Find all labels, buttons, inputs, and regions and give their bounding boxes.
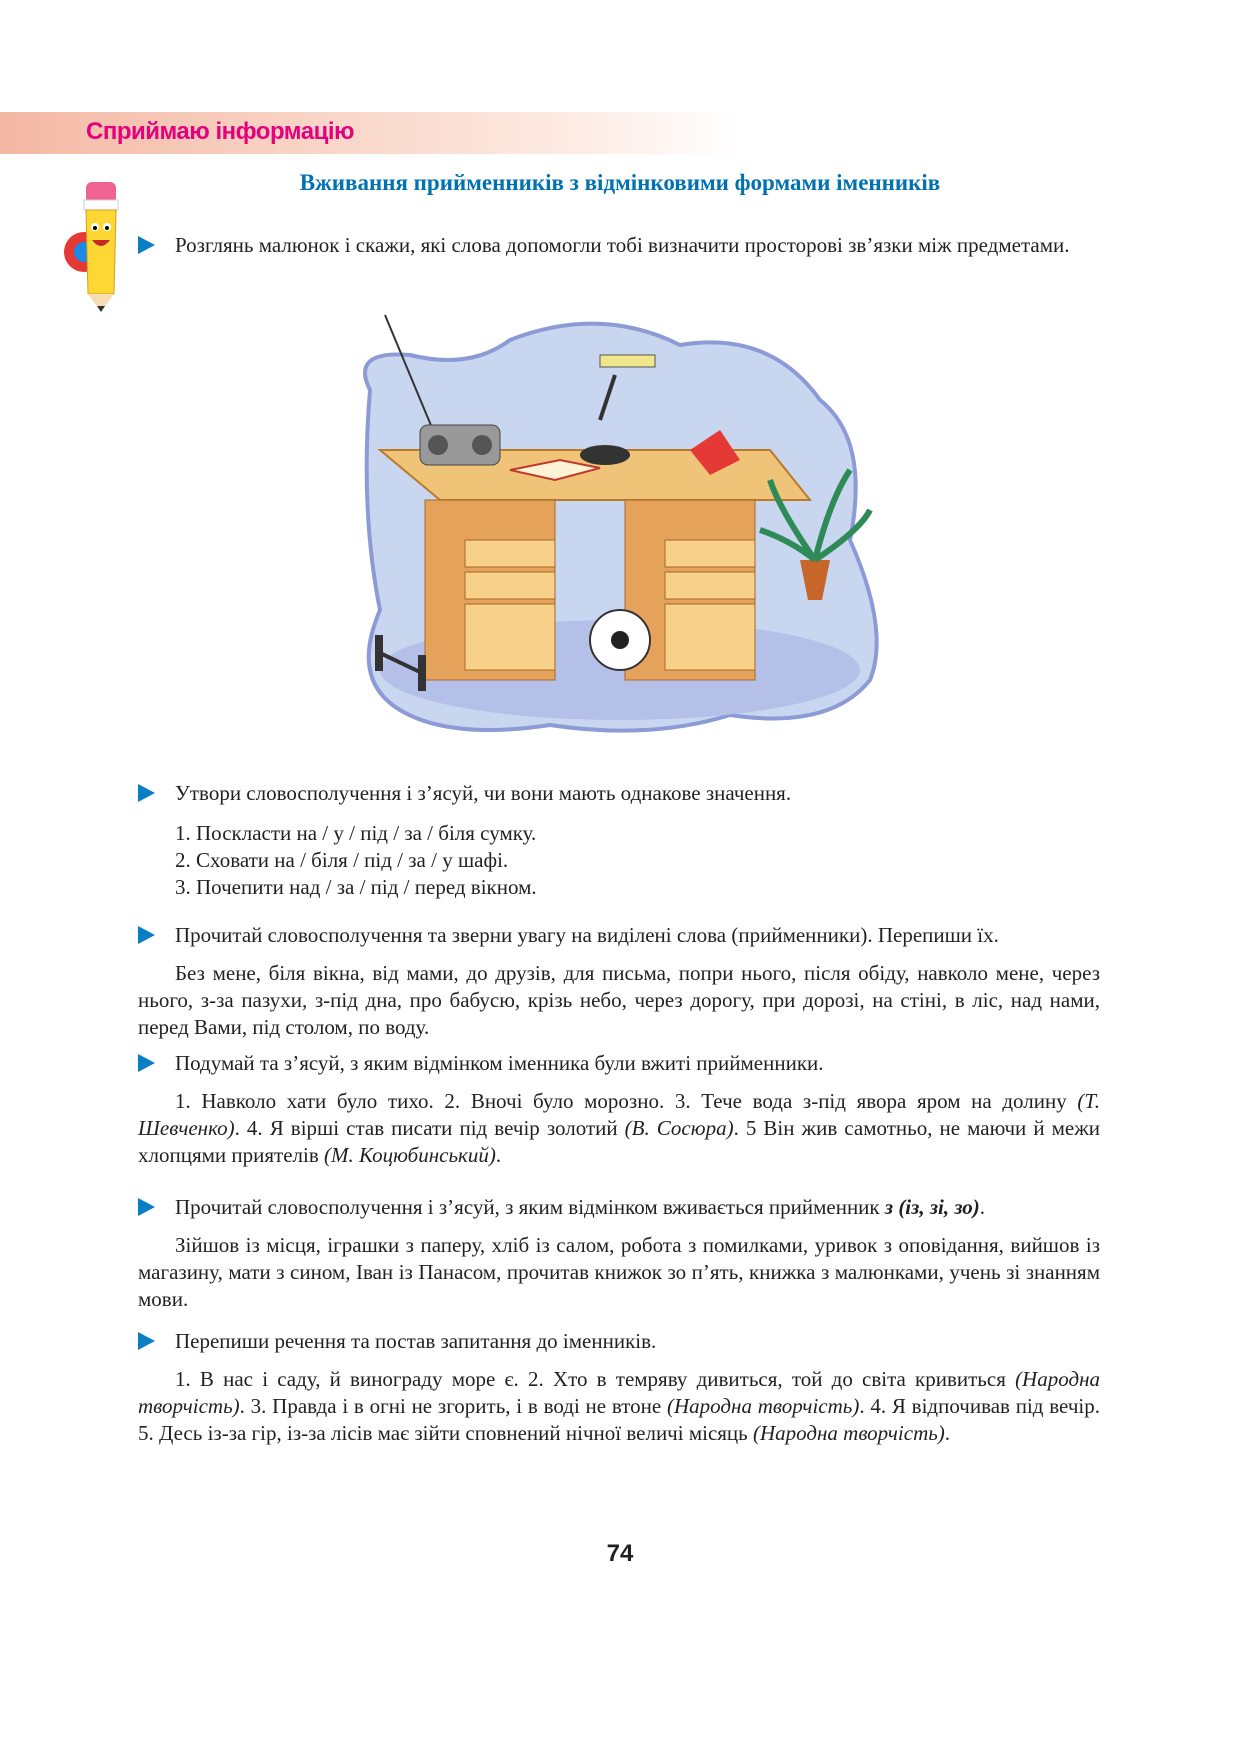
task-3 [138, 922, 1100, 949]
sentence: . 3. Правда і в огні не згорить, і в воді не втоне [239, 1394, 668, 1418]
section-header: Сприймаю інформацію [86, 118, 354, 145]
task-text: Перепиши речення та постав запитання до іменників. [175, 1329, 657, 1353]
author: (Народна творчість) [667, 1394, 860, 1418]
sentence: . 5 Він жив самотньо, не маючи й межи хлопцями приятелів [138, 1116, 1100, 1167]
arrow-icon [138, 236, 155, 254]
page-number: 74 [606, 1540, 634, 1567]
section-header-band [0, 112, 740, 154]
task-paragraph: Зійшов із місця, іграшки з паперу, хліб із салом, робота з помилками, уривок з оповідання, вийшов із магазину, мати з сином, Іван із Панасом, прочитав книжок зо п’ять, книжка з малюнками, учень зі знанням мови. [138, 1233, 1100, 1311]
task-paragraph [138, 1088, 1100, 1169]
list-item: 1. Поскласти на / у / під / за / біля сумку. [175, 821, 537, 845]
list-item: 3. Почепити над / за / під / перед вікном. [175, 875, 537, 899]
arrow-icon [138, 926, 155, 944]
task-6 [138, 1328, 1100, 1355]
sentence: 1. Навколо хати було тихо. 2. Вночі було морозно. 3. Тече вода з-під явора яром на долину [175, 1089, 1078, 1113]
sentence: . 4. Я відпочивав під вечір. 5. Десь із-за гір, із-за лісів має зійти сповнений нічної величі місяць [138, 1394, 1100, 1445]
task-2 [138, 780, 1100, 807]
task-text: Подумай та з’ясуй, з яким відмінком іменника були вжиті прийменники. [175, 1051, 824, 1075]
arrow-icon [138, 1054, 155, 1072]
task-1 [138, 232, 1100, 259]
task-text: Утвори словосполучення і з’ясуй, чи вони мають однакове значення. [175, 781, 792, 805]
author: (Народна творчість) [753, 1421, 945, 1445]
task-text-main: Прочитай словосполучення і з’ясуй, з яким відмінком вживається прийменник [175, 1195, 885, 1219]
desk-illustration [350, 310, 900, 740]
page-title: Вживання прийменників з відмінковими формами іменників [299, 170, 941, 195]
task-paragraph [138, 1366, 1100, 1447]
list-item: 2. Сховати на / біля / під / за / у шафі. [175, 848, 509, 872]
task-text: Розглянь малюнок і скажи, які слова допомогли тобі визначити просторові зв’язки між предметами. [175, 233, 1070, 257]
phrase-list [175, 820, 537, 901]
task-paragraph: Без мене, біля вікна, від мами, до друзів, для письма, попри нього, після обіду, навколо мене, через нього, з-за пазухи, з-під дна, про бабусю, крізь небо, через дорогу, при дорозі, на стіні, в ліс, над нами, перед Вами, під столом, по воду. [138, 961, 1100, 1039]
task-text: Прочитай словосполучення та зверни увагу на виділені слова (прийменники). Перепиши їх. [175, 923, 999, 947]
sentence: . [944, 1421, 951, 1445]
sentence: . [495, 1143, 502, 1167]
arrow-icon [138, 784, 155, 802]
author: (Т. Шевченко) [138, 1089, 1100, 1140]
task-5 [138, 1194, 1100, 1221]
arrow-icon [138, 1198, 155, 1216]
task-4 [138, 1050, 1100, 1077]
emphasized-preposition: з (із, зі, зо) [884, 1195, 980, 1219]
arrow-icon [138, 1332, 155, 1350]
author: (Народна творчість) [138, 1367, 1100, 1418]
sentence: 1. В нас і саду, й винограду море є. 2. Хто в темряву дивиться, той до світа кривиться [175, 1367, 1016, 1391]
punct: . [979, 1195, 986, 1219]
author: (М. Коцюбинський) [324, 1143, 496, 1167]
task-text [175, 1194, 1100, 1221]
author: (В. Сосюра) [624, 1116, 734, 1140]
sentence: . 4. Я вірші став писати під вечір золотий [234, 1116, 625, 1140]
